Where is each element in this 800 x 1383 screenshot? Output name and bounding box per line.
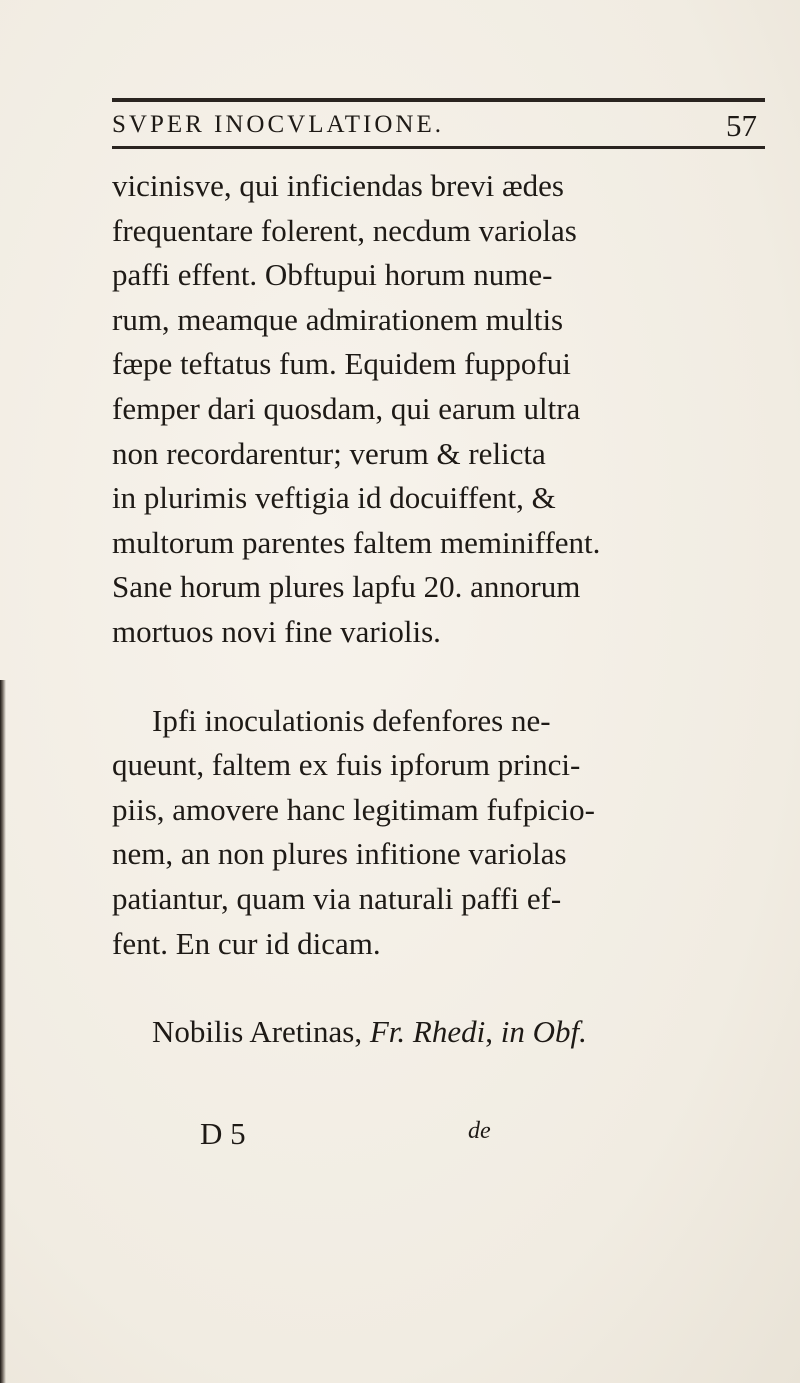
paragraph-3	[112, 1010, 772, 1055]
signature-mark: D 5	[200, 1116, 246, 1151]
running-head-title: SVPER INOCVLATIONE.	[112, 111, 444, 138]
header-rule-bottom	[112, 146, 765, 149]
page-edge-shadow	[0, 680, 6, 1383]
text-line: fæpe teftatus fum. Equidem fuppofui	[112, 346, 571, 382]
running-head	[112, 108, 765, 144]
text-line: rum, meamque admirationem multis	[112, 301, 564, 337]
footer-marks	[200, 1116, 540, 1156]
text-line: paffi effent. Obftupui horum nume-	[112, 257, 553, 293]
text-line: vicinisve, qui inficiendas brevi ædes	[112, 168, 564, 203]
text-line: piis, amovere hanc legitimam fufpicio-	[112, 791, 595, 827]
body-text	[112, 164, 772, 1055]
text-line: in plurimis veftigia id docuiffent, &	[112, 480, 556, 516]
catchword: de	[468, 1118, 491, 1144]
text-line: queunt, faltem ex fuis ipforum princi-	[112, 747, 581, 783]
paragraph-2	[112, 699, 772, 967]
text-run: Nobilis Aretinas,	[152, 1014, 370, 1050]
page-number: 57	[726, 108, 757, 143]
text-line-rich	[112, 1010, 772, 1055]
text-line: multorum parentes faltem meminiffent.	[112, 524, 601, 560]
text-line: fent. En cur id dicam.	[112, 925, 381, 961]
text-line: Sane horum plures lapfu 20. annorum	[112, 569, 581, 605]
text-line: frequentare folerent, necdum variolas	[112, 212, 577, 248]
text-line: femper dari quosdam, qui earum ultra	[112, 390, 581, 426]
text-line: Ipfi inoculationis defenfores ne-	[152, 702, 551, 738]
text-run-italic: Fr. Rhedi	[369, 1014, 486, 1050]
header-rule-top	[112, 98, 765, 102]
paragraph-1	[112, 164, 772, 655]
text-line: patiantur, quam via naturali paffi ef-	[112, 880, 562, 916]
text-line: nem, an non plures infitione variolas	[112, 836, 567, 872]
text-run-italic: in Obf.	[500, 1014, 587, 1050]
text-line: mortuos novi fine variolis.	[112, 613, 441, 649]
text-run: ,	[485, 1014, 501, 1050]
text-line: non recordarentur; verum & relicta	[112, 435, 546, 471]
